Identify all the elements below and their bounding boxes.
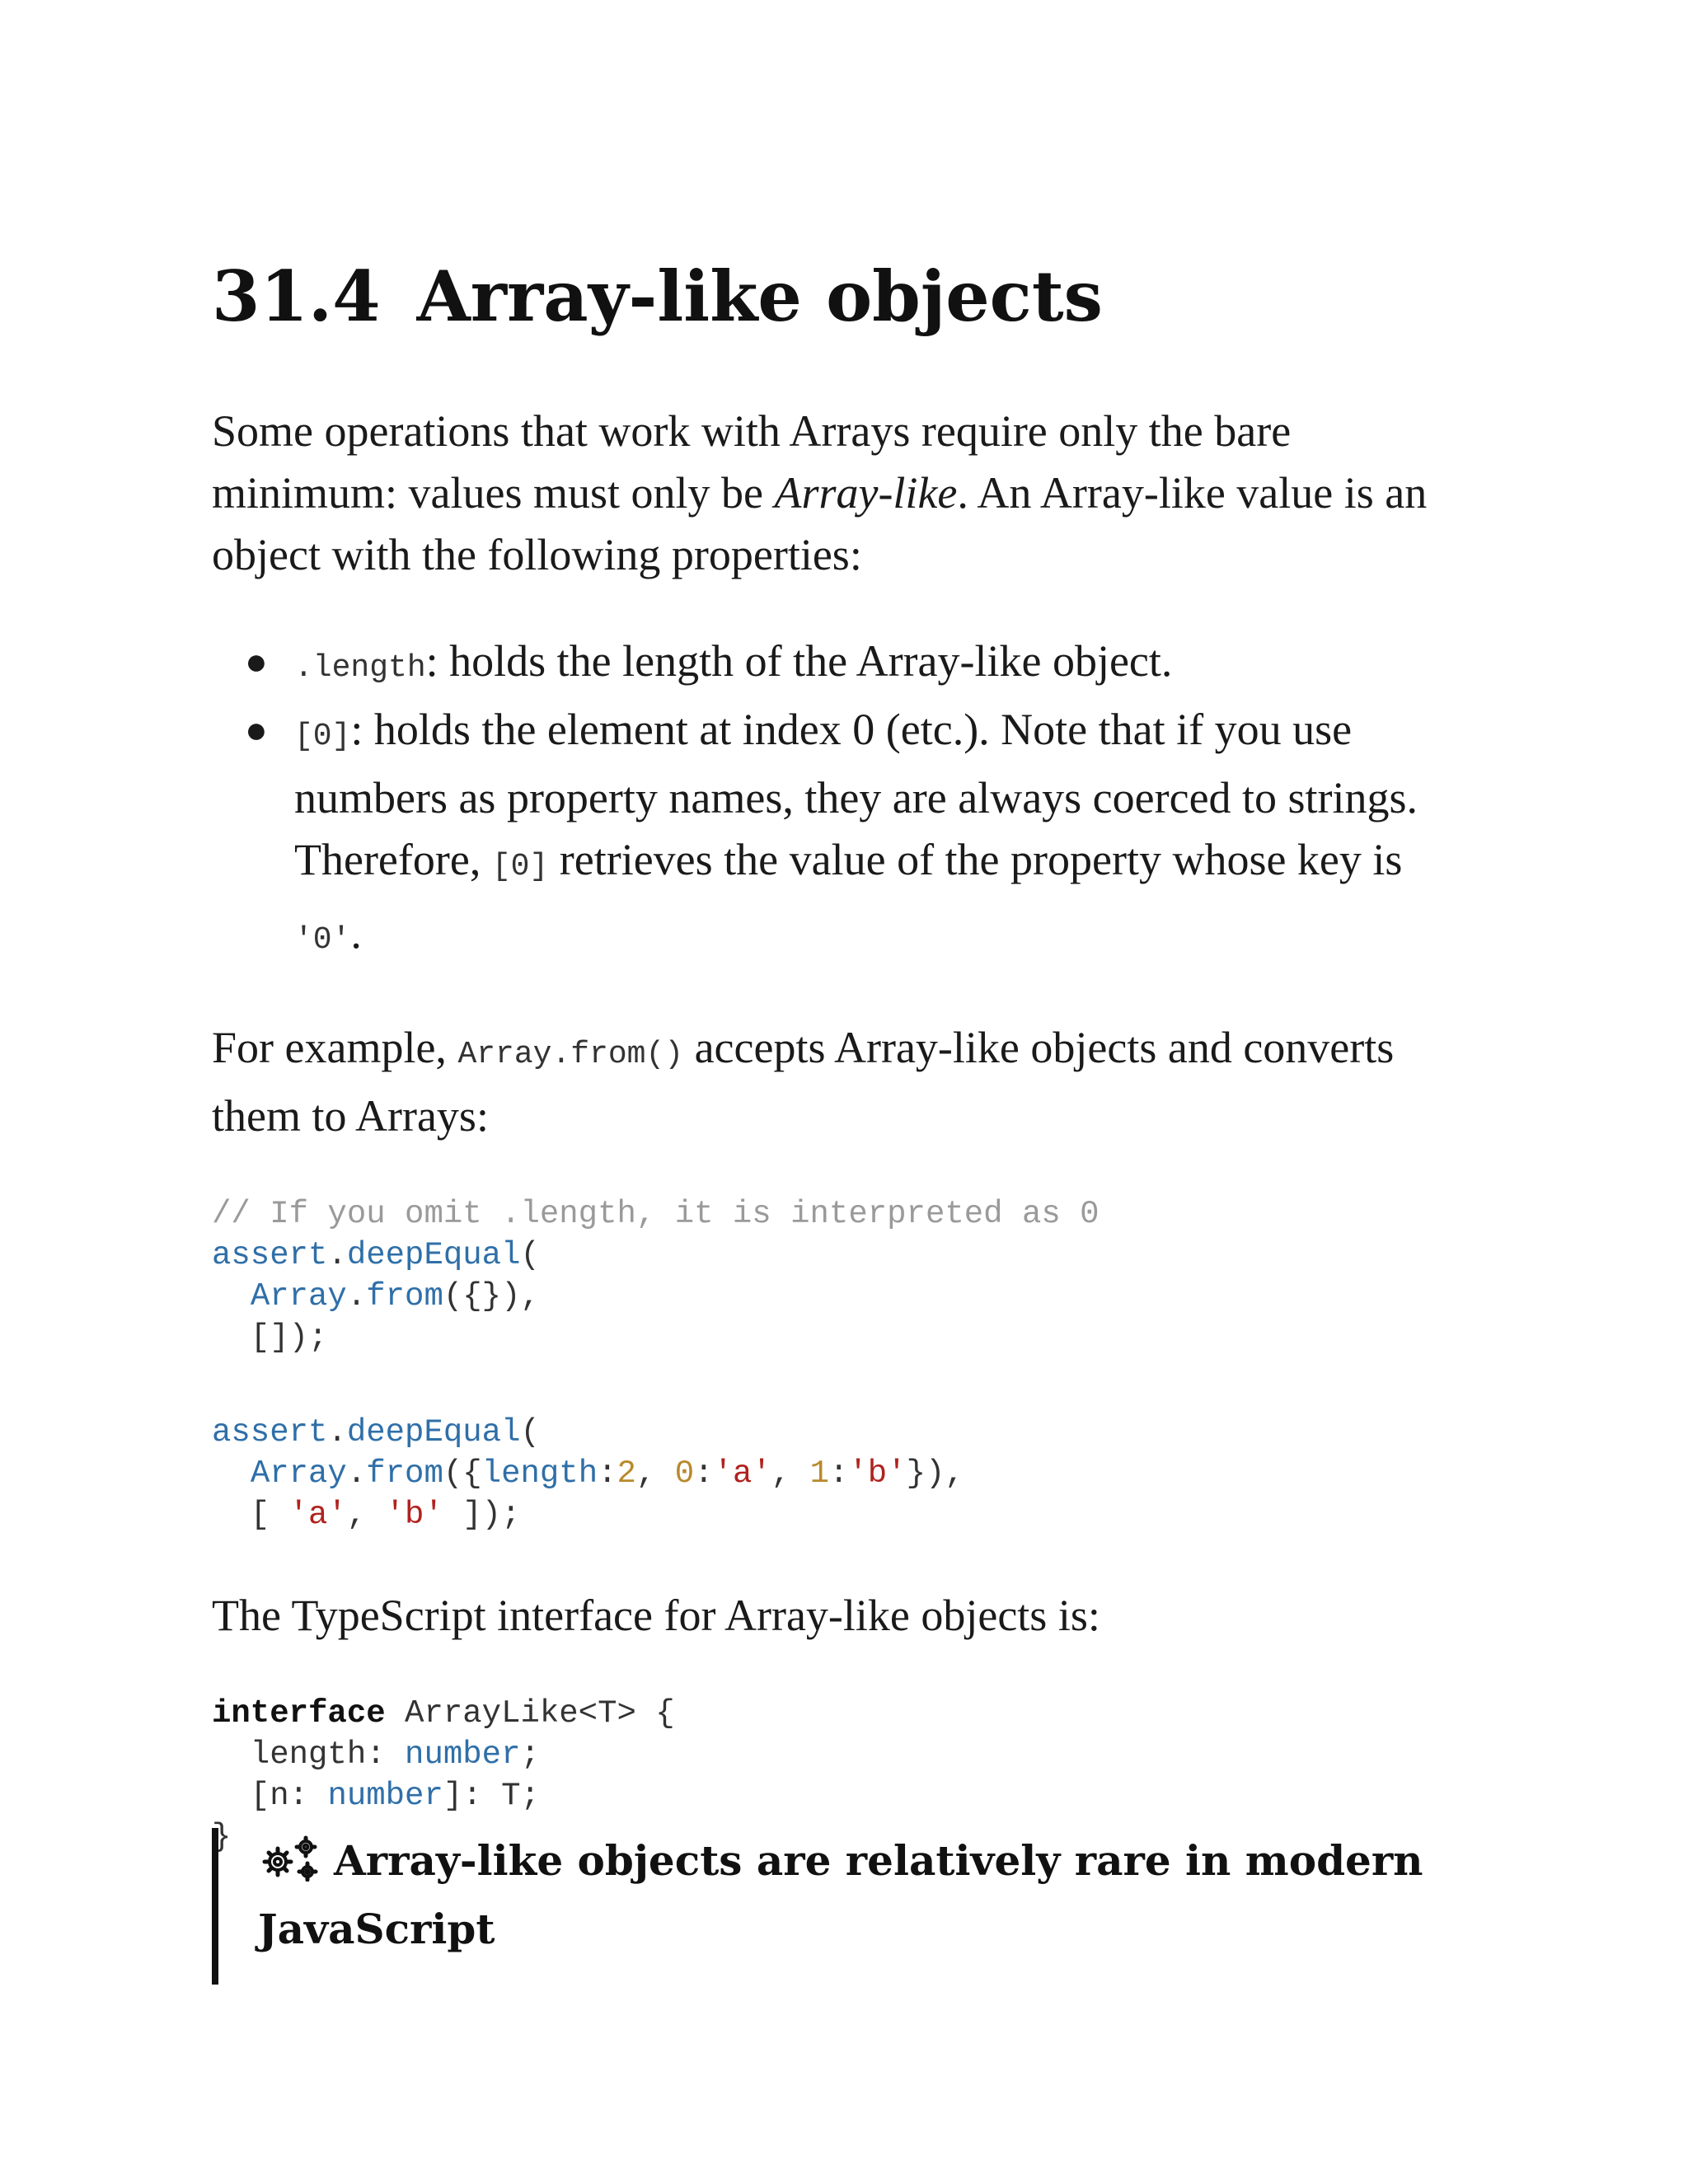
code-token: 0 (674, 1455, 695, 1492)
intro-emphasis: Array-like (774, 468, 958, 518)
page-content (212, 247, 1481, 1858)
code-token: 'b' (385, 1497, 443, 1533)
inline-code: '0' (294, 922, 351, 958)
code-token: 1 (809, 1455, 829, 1492)
code-token: assert (212, 1237, 328, 1273)
code-token: ]: T; (443, 1778, 540, 1814)
code-token: number (327, 1778, 443, 1814)
list-item-text: : holds the length of the Array-like object. (425, 636, 1173, 686)
code-token: deepEqual (346, 1414, 521, 1451)
typescript-intro: The TypeScript interface for Array-like objects is: (212, 1591, 1100, 1640)
list-item-text: : holds the element at index 0 (etc.). Note that if you use numbers as property names, they are always coerced to strings. Therefore, (294, 705, 1418, 884)
code-token: number (405, 1736, 521, 1773)
example-paragraph (212, 1017, 1481, 1147)
example-text-2: accepts Array-like objects and converts them to Arrays: (212, 1023, 1395, 1141)
callout-box (212, 1828, 1527, 1985)
intro-text-1: Some operations that work with Arrays require only the bare minimum: values must only be (212, 406, 1292, 518)
list-item (245, 699, 1481, 971)
code-token: interface (212, 1695, 386, 1732)
callout-title-text: Array-like objects are relatively rare in modern JavaScript (258, 1836, 1423, 1953)
gears-icon (258, 1835, 321, 1898)
intro-text-2: . An Array-like value is an object with the following properties: (212, 468, 1428, 579)
section-number: 31.4 (212, 255, 381, 337)
code-token: ( (520, 1414, 540, 1451)
property-list (212, 630, 1481, 971)
inline-code: Array.from() (457, 1037, 684, 1072)
inline-code: .length (294, 650, 426, 686)
code-token: 'b' (848, 1455, 907, 1492)
inline-code: [0] (294, 719, 351, 754)
code-token: Array (250, 1278, 347, 1315)
bullet-icon: ● (245, 640, 268, 682)
code-comment: // If you omit .length, it is interpreted as 0 (212, 1196, 1100, 1232)
code-token: Array (250, 1455, 347, 1492)
code-block-array-from: // If you omit .length, it is interpreted as 0 assert.deepEqual( Array.from({}), []); assert.deepEqual( Array.from({length:2, 0:'a', 1:'b'}), [ 'a', 'b' ]); (212, 1196, 1100, 1533)
code-token: deepEqual (346, 1237, 521, 1273)
code-token: assert (212, 1414, 328, 1451)
section-title: Array-like objects (416, 255, 1103, 337)
list-item-text: . (350, 908, 362, 958)
intro-paragraph (212, 401, 1481, 586)
list-item-text: retrieves the value of the property whose key is (548, 835, 1403, 884)
code-token: } (212, 1819, 232, 1855)
bullet-icon: ● (245, 709, 268, 751)
code-token: from (366, 1278, 443, 1315)
code-token: ({}), (443, 1278, 540, 1315)
code-token: length: (212, 1736, 406, 1773)
callout-title (258, 1830, 1527, 1960)
code-token: []); (212, 1319, 328, 1356)
section-heading (212, 247, 1481, 346)
code-token: 2 (617, 1455, 636, 1492)
list-item (245, 630, 1481, 699)
code-block-interface: interface ArrayLike<T> { length: number; [n: number]: T; } (212, 1695, 675, 1855)
code-token: [n: (212, 1778, 328, 1814)
code-token: ArrayLike<T> { (405, 1695, 675, 1732)
code-token: from (366, 1455, 443, 1492)
inline-code: [0] (491, 849, 549, 884)
code-token: 'a' (288, 1497, 347, 1533)
code-token: length (481, 1455, 598, 1492)
code-token: 'a' (713, 1455, 771, 1492)
example-text-1: For example, (212, 1023, 458, 1072)
